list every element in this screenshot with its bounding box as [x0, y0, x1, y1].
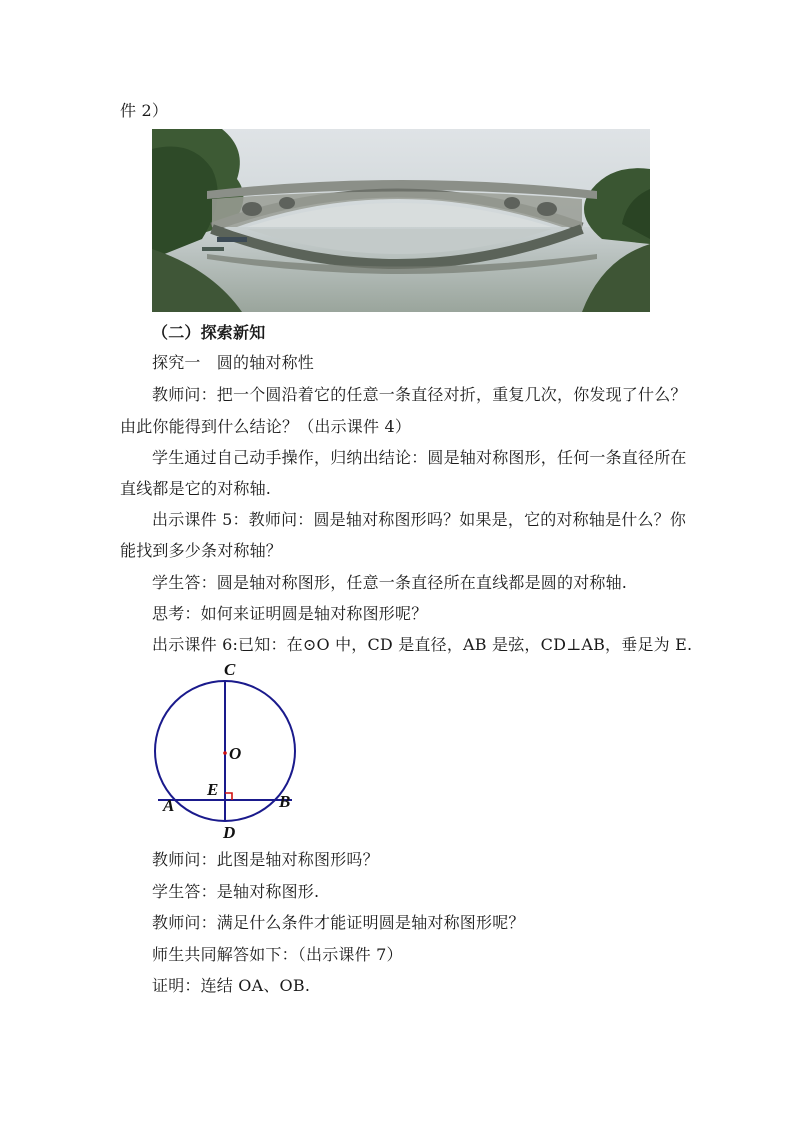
paragraph-line: 学生通过自己动手操作，归纳出结论：圆是轴对称图形，任何一条直径所在 [152, 448, 687, 467]
circle-diagram [150, 655, 310, 845]
paragraph-line: 出示课件 5：教师问：圆是轴对称图形吗？如果是，它的对称轴是什么？你 [152, 510, 687, 529]
text-line-continuation: 件 2） [120, 101, 169, 120]
paragraph-line: 直线都是它的对称轴. [120, 479, 272, 498]
paragraph-line: 教师问：满足什么条件才能证明圆是轴对称图形呢？ [152, 913, 525, 932]
bridge-photo [152, 129, 650, 312]
paragraph-line: 证明：连结 OA、OB. [152, 976, 311, 995]
paragraph-line: 教师问：把一个圆沿着它的任意一条直径对折，重复几次，你发现了什么？ [152, 385, 687, 404]
paragraph-line: 思考：如何来证明圆是轴对称图形呢？ [152, 604, 428, 623]
paragraph-line: 师生共同解答如下：（出示课件 7） [152, 945, 403, 964]
paragraph-line: 教师问：此图是轴对称图形吗？ [152, 850, 379, 869]
label-e: E [207, 780, 219, 799]
paragraph-line: 学生答：圆是轴对称图形，任意一条直径所在直线都是圆的对称轴. [152, 573, 628, 592]
circle-diagram-svg [150, 655, 310, 845]
paragraph-line: 学生答：是轴对称图形. [152, 882, 320, 901]
label-a: A [163, 796, 175, 815]
bridge-photo-image [152, 129, 650, 312]
subsection-heading: 探究一 圆的轴对称性 [152, 353, 315, 372]
paragraph-line: 出示课件 6:已知：在⊙O 中，CD 是直径，AB 是弦，CD⊥AB，垂足为 E. [152, 635, 693, 654]
label-c: C [224, 660, 236, 679]
section-heading: （二）探索新知 [152, 323, 266, 342]
label-d: D [223, 823, 236, 842]
label-o: O [229, 744, 242, 763]
label-b: B [279, 792, 291, 811]
paragraph-line: 由此你能得到什么结论？（出示课件 4） [120, 417, 412, 436]
right-angle-mark [225, 793, 232, 800]
center-dot [223, 751, 227, 755]
paragraph-line: 能找到多少条对称轴？ [120, 541, 283, 560]
